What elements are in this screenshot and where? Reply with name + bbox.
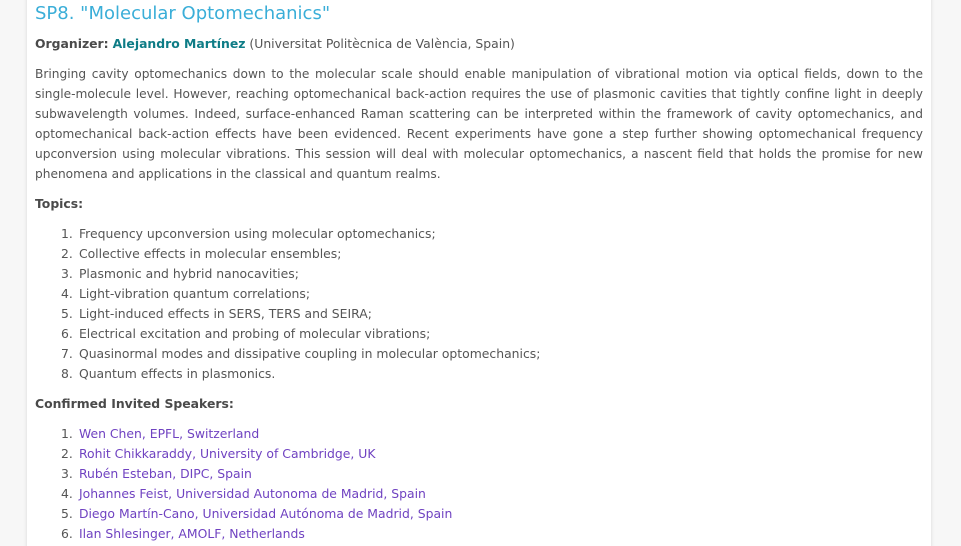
topic-item: 1. Frequency upconversion using molecular optomechanics;	[61, 226, 436, 241]
speaker-link[interactable]: Rohit Chikkaraddy, University of Cambridge, UK	[78, 446, 376, 461]
speaker-link[interactable]: Ilan Shlesinger, AMOLF, Netherlands	[78, 526, 305, 541]
organizer-label: Organizer:	[35, 36, 109, 51]
topic-item: 7. Quasinormal modes and dissipative coupling in molecular optomechanics;	[61, 346, 541, 361]
speaker-item: 3. Rubén Esteban, DIPC, Spain	[61, 466, 252, 481]
speaker-item: 5. Diego Martín-Cano, Universidad Autónoma de Madrid, Spain	[61, 506, 453, 521]
speaker-item: 6. Ilan Shlesinger, AMOLF, Netherlands	[61, 526, 305, 541]
organizer-name: Alejandro Martínez	[112, 36, 246, 51]
speaker-item: 1. Wen Chen, EPFL, Switzerland	[61, 426, 260, 441]
session-abstract: Bringing cavity optomechanics down to the molecular scale should enable manipulation of vibrational motion via optical fields, down to the single-molecule level. However, reaching optomechanical back-action requires the use of plasmonic cavities that tightly confine light in deeply subwavelength volumes. Indeed, surface-enhanced Raman scattering can be interpreted within the framework of cavity optomechanics, and optomechanical back-action effects have been evidenced. Recent experiments have gone a step further showing optomechanical frequency upconversion using molecular vibrations. This session will deal with molecular optomechanics, a nascent field that holds the promise for new phenomena and applications in the classical and quantum realms.	[35, 67, 923, 181]
speaker-link[interactable]: Diego Martín-Cano, Universidad Autónoma de Madrid, Spain	[78, 506, 453, 521]
topic-item: 6. Electrical excitation and probing of molecular vibrations;	[61, 326, 431, 341]
organizer-line	[35, 34, 515, 54]
topics-list	[61, 224, 540, 384]
topic-item: 2. Collective effects in molecular ensembles;	[61, 246, 342, 261]
speakers-list	[61, 424, 452, 544]
speaker-link[interactable]: Rubén Esteban, DIPC, Spain	[78, 466, 252, 481]
speaker-link[interactable]: Johannes Feist, Universidad Autonoma de Madrid, Spain	[78, 486, 426, 501]
speakers-heading: Confirmed Invited Speakers:	[35, 396, 234, 411]
speaker-item: 2. Rohit Chikkaraddy, University of Cambridge, UK	[61, 446, 376, 461]
topics-heading: Topics:	[35, 196, 84, 211]
organizer-affiliation: (Universitat Politècnica de València, Spain)	[249, 36, 515, 51]
topic-item: 3. Plasmonic and hybrid nanocavities;	[61, 266, 299, 281]
speaker-item: 4. Johannes Feist, Universidad Autonoma de Madrid, Spain	[61, 486, 426, 501]
session-title: SP8. "Molecular Optomechanics"	[35, 3, 331, 24]
speaker-link[interactable]: Wen Chen, EPFL, Switzerland	[78, 426, 260, 441]
topic-item: 8. Quantum effects in plasmonics.	[61, 366, 276, 381]
topic-item: 4. Light-vibration quantum correlations;	[61, 286, 311, 301]
topic-item: 5. Light-induced effects in SERS, TERS and SEIRA;	[61, 306, 372, 321]
